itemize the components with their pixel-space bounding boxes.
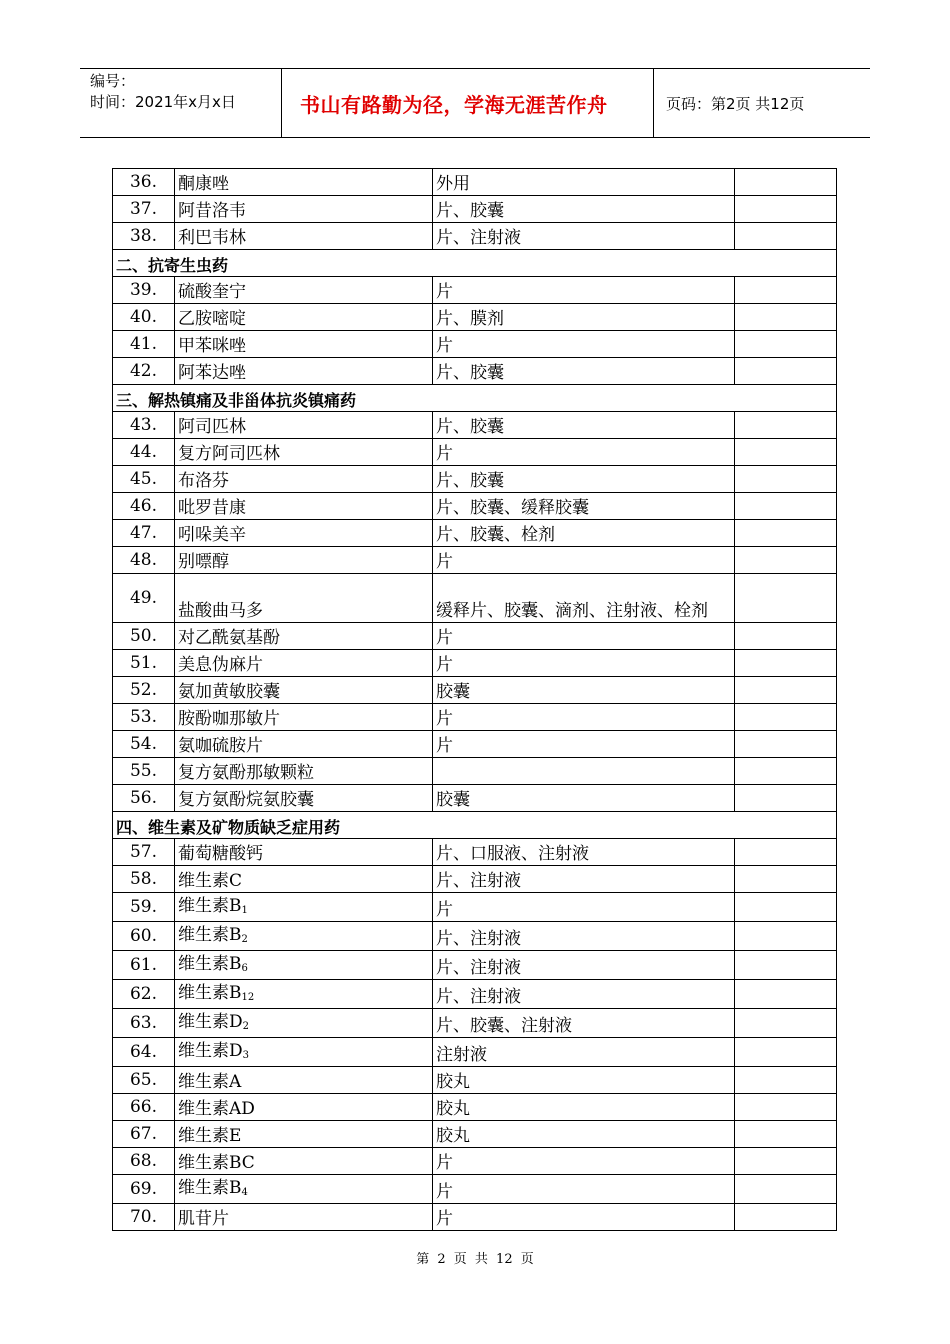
drug-name-text: 别嘌醇 [178, 552, 229, 572]
drug-name-text: 维生素E [178, 1126, 242, 1146]
empty-cell [735, 677, 837, 704]
drug-name-text: 维生素AD [178, 1099, 255, 1119]
table-row [113, 1009, 837, 1038]
row-number: 37. [113, 196, 175, 223]
drug-name [175, 223, 433, 250]
row-number: 66. [113, 1094, 175, 1121]
drug-name [175, 358, 433, 385]
section-row [113, 812, 837, 839]
drug-name-text: 盐酸曲马多 [178, 601, 263, 621]
empty-cell [735, 866, 837, 893]
drug-name [175, 1204, 433, 1231]
empty-cell [735, 547, 837, 574]
empty-cell [735, 1094, 837, 1121]
dosage-form: 注射液 [433, 1038, 735, 1067]
empty-cell [735, 520, 837, 547]
dosage-form: 片 [433, 704, 735, 731]
drug-name [175, 704, 433, 731]
row-number: 42. [113, 358, 175, 385]
dosage-form: 胶丸 [433, 1121, 735, 1148]
drug-name [175, 412, 433, 439]
drug-name-text: 乙胺嘧啶 [178, 309, 246, 329]
empty-cell [735, 704, 837, 731]
dosage-form: 片、胶囊 [433, 196, 735, 223]
table-row [113, 547, 837, 574]
table-row [113, 951, 837, 980]
empty-cell [735, 922, 837, 951]
section-title: 二、抗寄生虫药 [113, 250, 837, 277]
row-number: 47. [113, 520, 175, 547]
dosage-form: 片 [433, 547, 735, 574]
page-header [80, 68, 870, 138]
dosage-form: 胶丸 [433, 1094, 735, 1121]
row-number: 69. [113, 1175, 175, 1204]
drug-name-text: 维生素B [178, 954, 242, 974]
row-number: 62. [113, 980, 175, 1009]
drug-name-text: 维生素B [178, 983, 242, 1003]
dosage-form: 片、注射液 [433, 866, 735, 893]
dosage-form: 片 [433, 331, 735, 358]
dosage-form: 片 [433, 893, 735, 922]
empty-cell [735, 574, 837, 623]
drug-name-text: 维生素A [178, 1072, 242, 1092]
dosage-form: 片 [433, 623, 735, 650]
row-number: 59. [113, 893, 175, 922]
drug-name-text: 葡萄糖酸钙 [178, 844, 263, 864]
table-row [113, 574, 837, 623]
row-number: 38. [113, 223, 175, 250]
row-number: 55. [113, 758, 175, 785]
drug-name-text: 维生素D [178, 1012, 243, 1032]
dosage-form: 片 [433, 1204, 735, 1231]
drug-name [175, 1148, 433, 1175]
empty-cell [735, 731, 837, 758]
table-row [113, 785, 837, 812]
drug-name-text: 阿司匹林 [178, 417, 246, 437]
drug-name [175, 980, 433, 1009]
dosage-form: 片、胶囊 [433, 358, 735, 385]
row-number: 39. [113, 277, 175, 304]
drug-name [175, 574, 433, 623]
empty-cell [735, 623, 837, 650]
row-number: 58. [113, 866, 175, 893]
table-row [113, 893, 837, 922]
drug-name [175, 1009, 433, 1038]
row-number: 70. [113, 1204, 175, 1231]
empty-cell [735, 439, 837, 466]
row-number: 53. [113, 704, 175, 731]
drug-name-text: 氨咖硫胺片 [178, 736, 263, 756]
table-row [113, 1038, 837, 1067]
empty-cell [735, 358, 837, 385]
row-number: 52. [113, 677, 175, 704]
table-row [113, 922, 837, 951]
dosage-form: 片 [433, 731, 735, 758]
table-row [113, 677, 837, 704]
empty-cell [735, 1009, 837, 1038]
dosage-form: 片、胶囊 [433, 466, 735, 493]
empty-cell [735, 466, 837, 493]
dosage-form: 片、胶囊 [433, 412, 735, 439]
row-number: 45. [113, 466, 175, 493]
table-row [113, 412, 837, 439]
drug-name-text: 维生素B [178, 896, 242, 916]
drug-name [175, 169, 433, 196]
empty-cell [735, 331, 837, 358]
drug-name-text: 肌苷片 [178, 1209, 229, 1229]
table-row [113, 331, 837, 358]
table-row [113, 223, 837, 250]
number-label: 编号： [90, 72, 136, 90]
header-meta [80, 69, 282, 137]
dosage-form: 胶囊 [433, 785, 735, 812]
row-number: 67. [113, 1121, 175, 1148]
row-number: 41. [113, 331, 175, 358]
table-row [113, 866, 837, 893]
row-number: 60. [113, 922, 175, 951]
dosage-form: 片、胶囊、缓释胶囊 [433, 493, 735, 520]
empty-cell [735, 1121, 837, 1148]
drug-name-text: 复方氨酚那敏颗粒 [178, 763, 314, 783]
dosage-form: 片 [433, 439, 735, 466]
empty-cell [735, 1038, 837, 1067]
empty-cell [735, 980, 837, 1009]
empty-cell [735, 650, 837, 677]
dosage-form: 胶囊 [433, 677, 735, 704]
table-row [113, 466, 837, 493]
drug-name-subscript: 2 [242, 1021, 250, 1032]
empty-cell [735, 223, 837, 250]
drug-name [175, 304, 433, 331]
empty-cell [735, 493, 837, 520]
table-row [113, 1148, 837, 1175]
drug-name [175, 623, 433, 650]
table-row [113, 1094, 837, 1121]
drug-name-text: 维生素B [178, 925, 242, 945]
empty-cell [735, 893, 837, 922]
table-row [113, 1067, 837, 1094]
drug-name-text: 对乙酰氨基酚 [178, 628, 280, 648]
page-footer: 第 2 页 共 12 页 [416, 1252, 534, 1267]
table-row [113, 358, 837, 385]
row-number: 63. [113, 1009, 175, 1038]
drug-name-text: 维生素D [178, 1041, 243, 1061]
drug-name [175, 731, 433, 758]
drug-name [175, 922, 433, 951]
row-number: 56. [113, 785, 175, 812]
empty-cell [735, 277, 837, 304]
drug-name [175, 331, 433, 358]
row-number: 43. [113, 412, 175, 439]
table-row [113, 1121, 837, 1148]
dosage-form: 片、注射液 [433, 980, 735, 1009]
page-indicator: 页码：第2页 共12页 [666, 94, 805, 113]
drug-name-subscript: 12 [241, 992, 255, 1003]
motto: 书山有路勤为径，学海无涯苦作舟 [282, 69, 654, 137]
drug-name [175, 547, 433, 574]
table-row [113, 980, 837, 1009]
empty-cell [735, 304, 837, 331]
drug-name [175, 1175, 433, 1204]
drug-name [175, 866, 433, 893]
table-row [113, 439, 837, 466]
dosage-form: 胶丸 [433, 1067, 735, 1094]
table-row [113, 196, 837, 223]
drug-name [175, 893, 433, 922]
dosage-form: 片、注射液 [433, 951, 735, 980]
drug-name-text: 吡罗昔康 [178, 498, 246, 518]
drug-name [175, 196, 433, 223]
drug-name [175, 277, 433, 304]
empty-cell [735, 1148, 837, 1175]
dosage-form: 外用 [433, 169, 735, 196]
dosage-form: 缓释片、胶囊、滴剂、注射液、栓剂 [433, 574, 735, 623]
drug-name [175, 839, 433, 866]
drug-name-text: 复方阿司匹林 [178, 444, 280, 464]
row-number: 36. [113, 169, 175, 196]
empty-cell [735, 758, 837, 785]
dosage-form: 片 [433, 277, 735, 304]
drug-name-subscript: 4 [241, 1187, 248, 1198]
row-number: 50. [113, 623, 175, 650]
drug-name [175, 951, 433, 980]
empty-cell [735, 1204, 837, 1231]
drug-name [175, 520, 433, 547]
date-label: 时间：2021年x月x日 [90, 93, 236, 111]
drug-name-text: 胺酚咖那敏片 [178, 709, 280, 729]
drug-name [175, 1121, 433, 1148]
drug-name-text: 维生素B [178, 1178, 242, 1198]
table-row [113, 623, 837, 650]
empty-cell [735, 839, 837, 866]
drug-name-subscript: 2 [241, 934, 248, 945]
table-row [113, 1175, 837, 1204]
drug-name-subscript: 3 [242, 1050, 250, 1061]
empty-cell [735, 169, 837, 196]
drug-name-subscript: 6 [241, 963, 248, 974]
row-number: 57. [113, 839, 175, 866]
empty-cell [735, 785, 837, 812]
drug-name [175, 1038, 433, 1067]
drug-name-subscript: 1 [241, 905, 248, 916]
dosage-form: 片 [433, 650, 735, 677]
drug-name-text: 利巴韦林 [178, 228, 246, 248]
empty-cell [735, 1175, 837, 1204]
row-number: 46. [113, 493, 175, 520]
table-row [113, 839, 837, 866]
row-number: 61. [113, 951, 175, 980]
row-number: 49. [113, 574, 175, 623]
table-row [113, 704, 837, 731]
drug-name [175, 1094, 433, 1121]
table-row [113, 731, 837, 758]
drug-name-text: 氨加黄敏胶囊 [178, 682, 280, 702]
row-number: 64. [113, 1038, 175, 1067]
dosage-form: 片、胶囊、栓剂 [433, 520, 735, 547]
drug-name [175, 439, 433, 466]
table-row [113, 650, 837, 677]
dosage-form: 片、注射液 [433, 922, 735, 951]
dosage-form: 片 [433, 1175, 735, 1204]
table-row [113, 1204, 837, 1231]
section-title: 四、维生素及矿物质缺乏症用药 [113, 812, 837, 839]
table-row [113, 277, 837, 304]
row-number: 68. [113, 1148, 175, 1175]
drug-name-text: 维生素BC [178, 1153, 255, 1173]
table-row [113, 304, 837, 331]
drug-name-text: 甲苯咪唑 [178, 336, 246, 356]
drug-name-text: 吲哚美辛 [178, 525, 246, 545]
table-row [113, 758, 837, 785]
dosage-form: 片、胶囊、注射液 [433, 1009, 735, 1038]
drug-name [175, 758, 433, 785]
drug-table [112, 168, 837, 1231]
row-number: 65. [113, 1067, 175, 1094]
table-row [113, 493, 837, 520]
row-number: 48. [113, 547, 175, 574]
drug-name-text: 阿昔洛韦 [178, 201, 246, 221]
row-number: 51. [113, 650, 175, 677]
section-title: 三、解热镇痛及非甾体抗炎镇痛药 [113, 385, 837, 412]
drug-name [175, 650, 433, 677]
drug-name-text: 美息伪麻片 [178, 655, 263, 675]
drug-name-text: 维生素C [178, 871, 243, 891]
drug-name-text: 复方氨酚烷氨胶囊 [178, 790, 314, 810]
row-number: 40. [113, 304, 175, 331]
dosage-form: 片、口服液、注射液 [433, 839, 735, 866]
table-row [113, 169, 837, 196]
section-row [113, 250, 837, 277]
drug-name [175, 1067, 433, 1094]
drug-name-text: 阿苯达唑 [178, 363, 246, 383]
dosage-form [433, 758, 735, 785]
drug-name-text: 酮康唑 [178, 174, 229, 194]
drug-name-text: 硫酸奎宁 [178, 282, 246, 302]
drug-name [175, 493, 433, 520]
section-row [113, 385, 837, 412]
drug-name [175, 677, 433, 704]
empty-cell [735, 412, 837, 439]
row-number: 54. [113, 731, 175, 758]
empty-cell [735, 1067, 837, 1094]
dosage-form: 片、注射液 [433, 223, 735, 250]
row-number: 44. [113, 439, 175, 466]
drug-name [175, 466, 433, 493]
drug-name [175, 785, 433, 812]
drug-name-text: 布洛芬 [178, 471, 229, 491]
empty-cell [735, 951, 837, 980]
dosage-form: 片 [433, 1148, 735, 1175]
table-row [113, 520, 837, 547]
empty-cell [735, 196, 837, 223]
dosage-form: 片、膜剂 [433, 304, 735, 331]
